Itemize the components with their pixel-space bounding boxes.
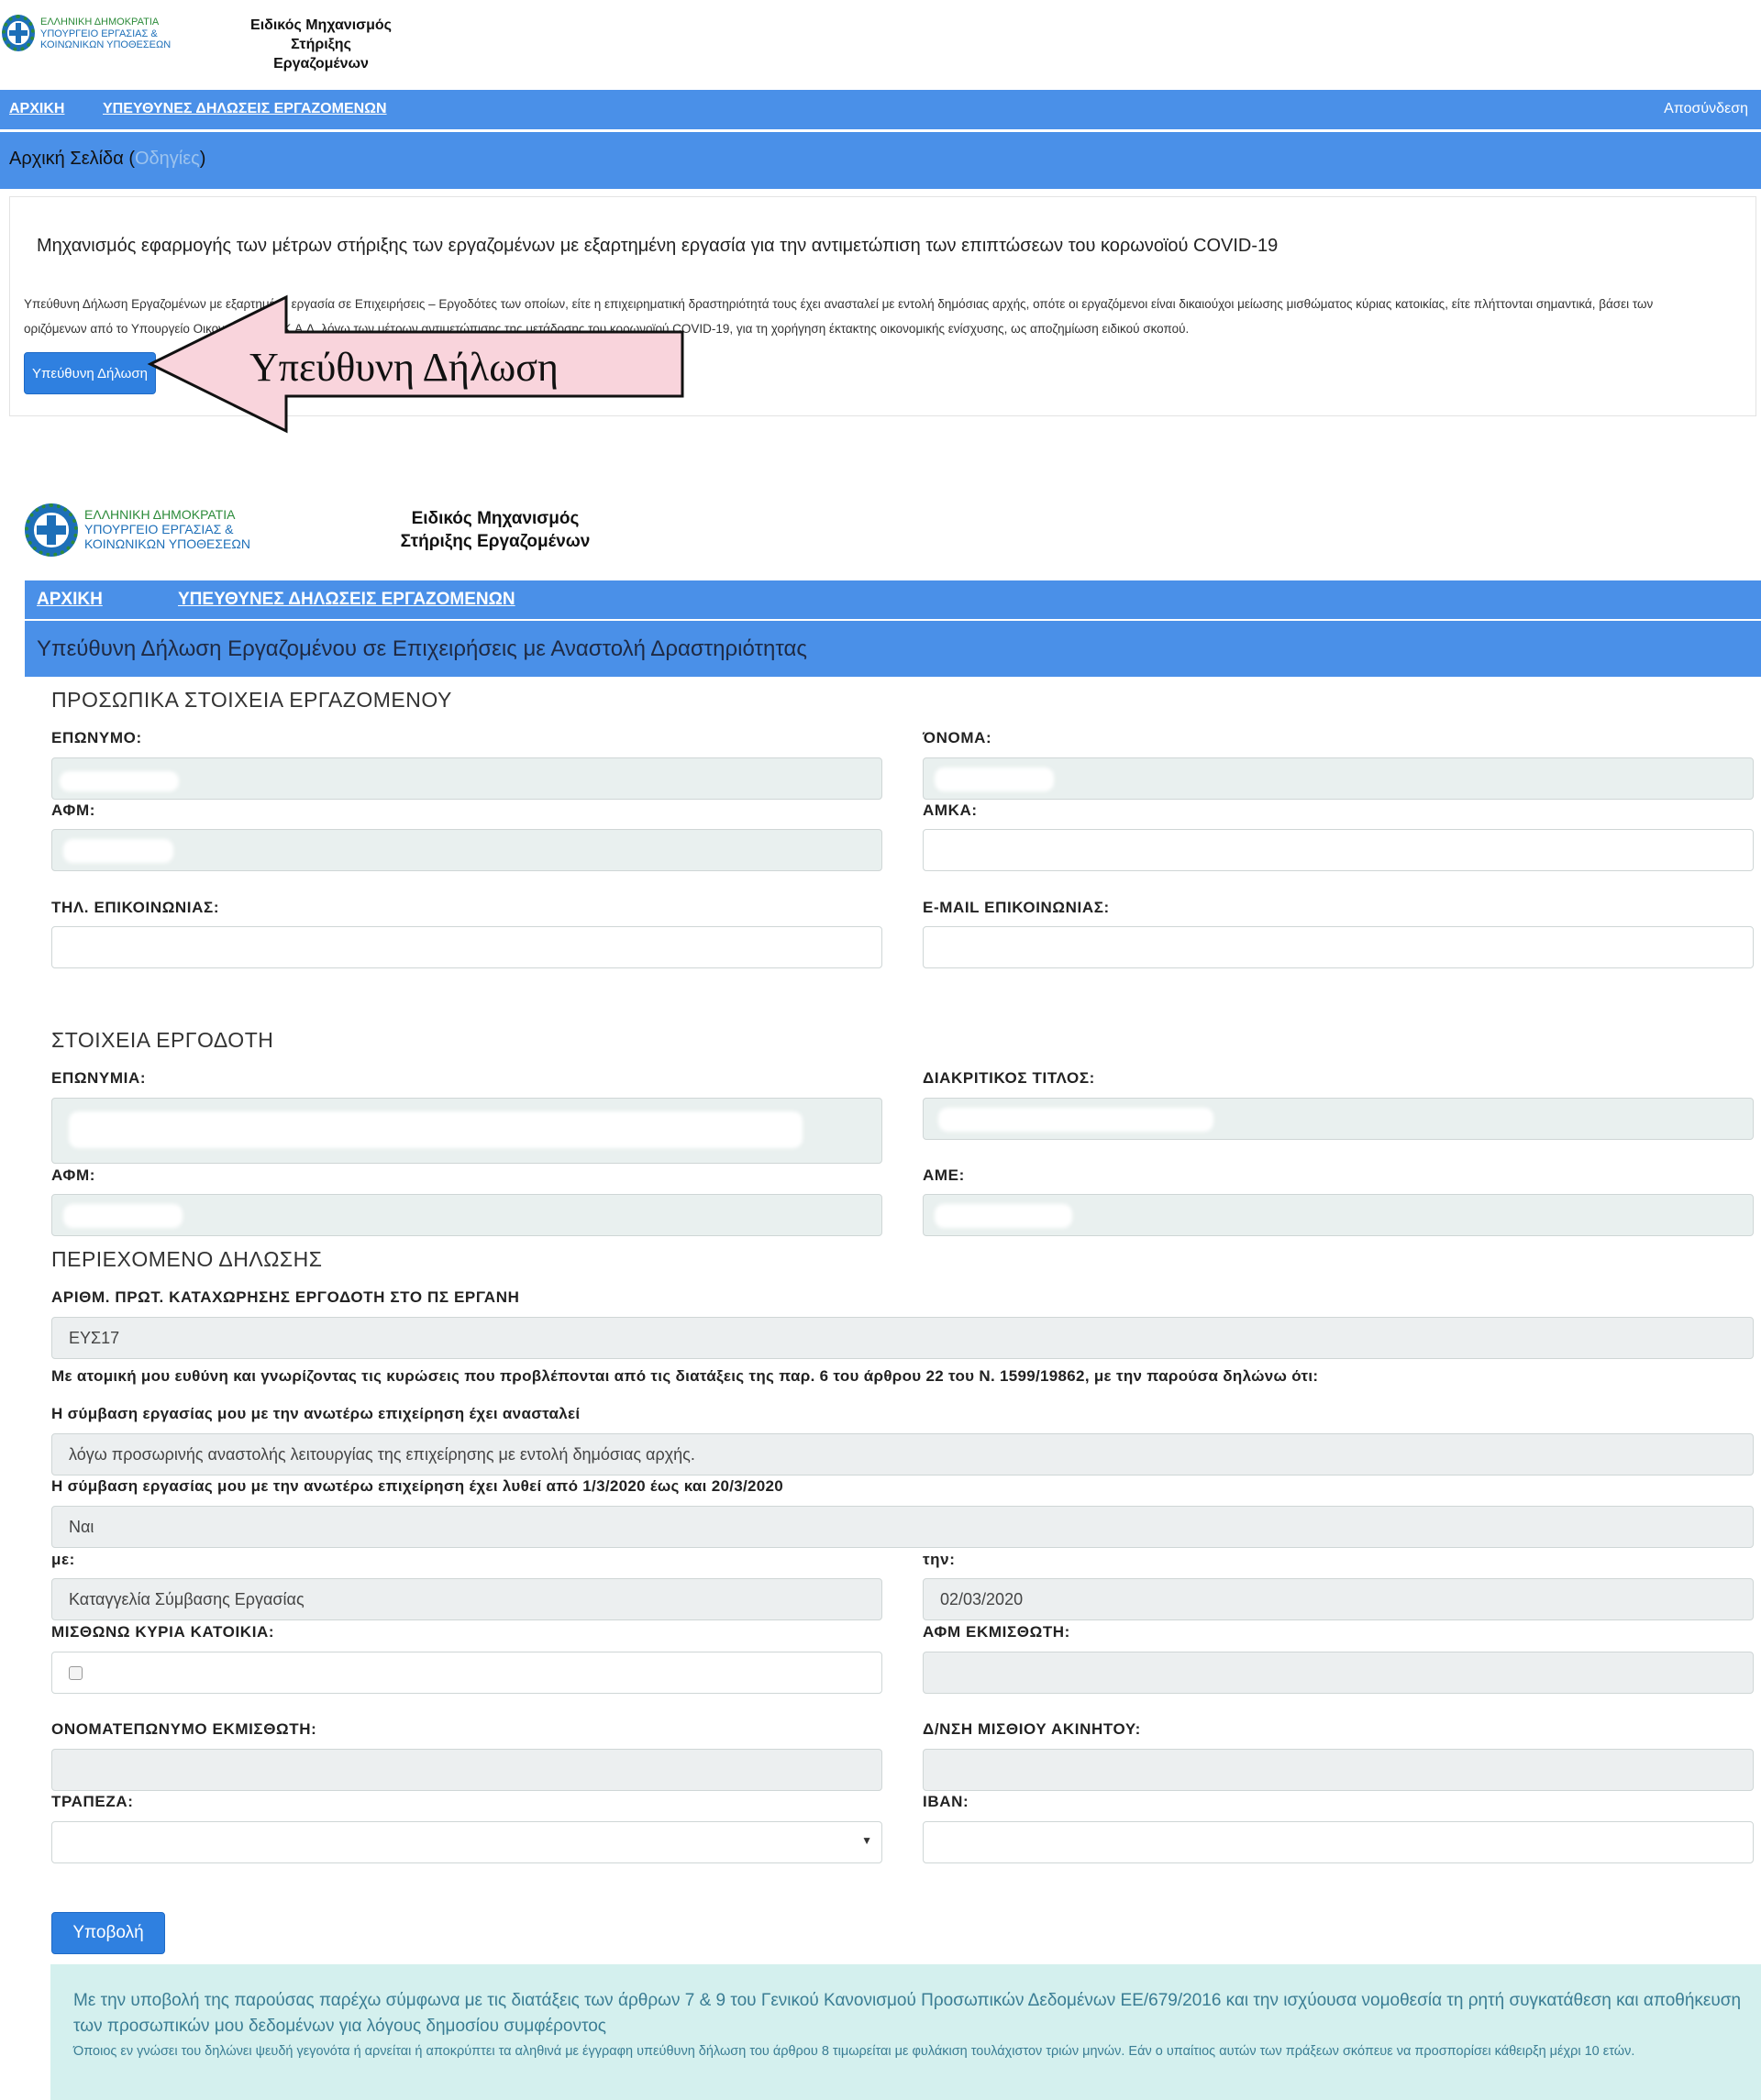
nav-declarations-link[interactable]: ΥΠΕΥΘΥΝΕΣ ΔΗΛΩΣΕΙΣ ΕΡΓΑΖΟΜΕΝΩΝ — [178, 590, 515, 609]
section-employer: ΣΤΟΙΧΕΙΑ ΕΡΓΟΔΟΤΗ — [51, 1028, 274, 1052]
landlord-name-label: ΟΝΟΜΑΤΕΠΩΝΥΜΟ ΕΚΜΙΣΘΩΤΗ: — [51, 1720, 317, 1738]
rent-checkbox-field — [51, 1652, 882, 1694]
property-address-label: Δ/ΝΣΗ ΜΙΣΘΙΟΥ ΑΚΙΝΗΤΟΥ: — [923, 1720, 1141, 1738]
employer-afm-label: ΑΦΜ: — [51, 1166, 95, 1184]
company-label: ΕΠΩΝΥΜΙΑ: — [51, 1069, 147, 1087]
page-subheader — [0, 132, 1761, 189]
termination-type-field[interactable]: Καταγγελία Σύμβασης Εργασίας — [51, 1578, 882, 1620]
email-field[interactable] — [923, 926, 1754, 968]
rent-label: ΜΙΣΘΩΝΩ ΚΥΡΙΑ ΚΑΤΟΙΚΙΑ: — [51, 1623, 275, 1641]
logout-link[interactable]: Αποσύνδεση — [1664, 101, 1748, 116]
form-title: Υπεύθυνη Δήλωση Εργαζομένου σε Επιχειρήσεις με Αναστολή Δραστηριότητας — [37, 636, 807, 661]
nav-declarations-link[interactable]: ΥΠΕΥΘΥΝΕΣ ΔΗΛΩΣΕΙΣ ΕΡΓΑΖΟΜΕΝΩΝ — [103, 101, 387, 116]
amka-label: ΑΜΚΑ: — [923, 801, 978, 819]
intro-description: Υπεύθυνη Δήλωση Εργαζομένων με εξαρτημένη εργασία σε Επιχειρήσεις – Εργοδότες των οποίων, είτε η επιχειρηματική δραστηριότητά τους έχει ανασταλεί με εντολή δημόσιας αρχής, οπότε οι εργαζόμενοι είναι δικαιούχοι μείωσης μισθώματος κύριας κατοικίας, είτε πλήττονται σημαντικά, βάσει των οριζόμενων από το Υπουργείο Οικονομικών με Κ.Α.Δ. λόγω των μέτρων αντιμετώπισης της μετάδοσης του κορωνοϊού COVID-19, για τη χορήγηση έκτακτης οικονομικής ενίσχυσης, ως αποζημίωση ειδικού σκοπού. — [24, 297, 1654, 336]
instructions-link[interactable]: Οδηγίες — [134, 149, 200, 169]
ame-field[interactable] — [923, 1194, 1754, 1236]
declaration-button[interactable]: Υπεύθυνη Δήλωση — [24, 352, 156, 394]
iban-field[interactable] — [923, 1821, 1754, 1863]
arrow-annotation-label: Υπεύθυνη Δήλωση — [249, 345, 559, 390]
page-title-close: ) — [199, 149, 206, 169]
intro-title: Μηχανισμός εφαρμογής των μέτρων στήριξης των εργαζομένων με εξαρτημένη εργασία για την αντιμετώπιση των επιπτώσεων του κορωνοϊού COVID-19 — [37, 236, 1279, 256]
afm-field[interactable] — [51, 829, 882, 871]
section-content: ΠΕΡΙΕΧΟΜΕΝΟ ΔΗΛΩΣΗΣ — [51, 1247, 323, 1271]
ame-label: ΑΜΕ: — [923, 1166, 965, 1184]
with-label: με: — [51, 1551, 75, 1568]
bank-label: ΤΡΑΠΕΖΑ: — [51, 1793, 134, 1810]
name-field[interactable] — [923, 757, 1754, 800]
section-personal: ΠΡΟΣΩΠΙΚΑ ΣΤΟΙΧΕΙΑ ΕΡΓΑΖΟΜΕΝΟΥ — [51, 688, 452, 712]
landlord-afm-label: ΑΦΜ ΕΚΜΙΣΘΩΤΗ: — [923, 1623, 1070, 1641]
trade-name-label: ΔΙΑΚΡΙΤΙΚΟΣ ΤΙΤΛΟΣ: — [923, 1069, 1095, 1087]
afm-label: ΑΦΜ: — [51, 801, 95, 819]
nav-home-link[interactable]: ΑΡΧΙΚΗ — [37, 590, 103, 609]
company-field[interactable] — [51, 1098, 882, 1164]
landlord-name-field[interactable] — [51, 1749, 882, 1791]
suspended-statement: Η σύμβαση εργασίας μου με την ανωτέρω επιχείρηση έχει ανασταλεί — [51, 1405, 581, 1422]
employer-afm-field[interactable] — [51, 1194, 882, 1236]
consent-text: Με την υποβολή της παρούσας παρέχω σύμφωνα με τις διατάξεις των άρθρων 7 & 9 του Γενικού Κανονισμού Προσωπικών Δεδομένων ΕΕ/679/2016 και την ισχύουσα νομοθεσία τη ρητή συγκατάθεση και αποθήκευση των προσωπικών μου δεδομένων για λόγους δημοσίου συμφέροντος — [73, 1991, 1742, 2036]
dropdown-caret-icon: ▼ — [861, 1834, 872, 1847]
amka-field[interactable] — [923, 829, 1754, 871]
page-title-text: Αρχική Σελίδα ( — [9, 149, 135, 169]
iban-label: IBAN: — [923, 1793, 969, 1810]
responsibility-statement: Με ατομική μου ευθύνη και γνωρίζοντας τις κυρώσεις που προβλέπονται από τις διατάξεις της παρ. 6 του άρθρου 22 του Ν. 1599/19862, με την παρούσα δηλώνω ότι: — [51, 1367, 1319, 1385]
checkbox-icon[interactable] — [69, 1666, 83, 1680]
nav-home-link[interactable]: ΑΡΧΙΚΗ — [9, 101, 65, 116]
surname-label: ΕΠΩΝΥΜΟ: — [51, 729, 142, 746]
page-title — [9, 149, 205, 170]
submit-button[interactable]: Υποβολή — [51, 1912, 165, 1954]
bank-select[interactable] — [51, 1821, 882, 1863]
greek-republic-emblem-icon — [25, 503, 78, 557]
phone-label: ΤΗΛ. ΕΠΙΚΟΙΝΩΝΙΑΣ: — [51, 899, 220, 916]
property-address-field[interactable] — [923, 1749, 1754, 1791]
penalty-notice: Όποιος εν γνώσει του δηλώνει ψευδή γεγονότα ή αρνείται ή αποκρύπτει τα αληθινά με έγγραφη υπεύθυνη δήλωση του άρθρου 8 τιμωρείται με φυλάκιση τουλάχιστον τριών μηνών. Εάν ο υπαίτιος αυτών των πράξεων σκόπευε να προσπορίσει κάθειρξη μέχρι 10 ετών. — [73, 2044, 1635, 2059]
suspended-reason-field[interactable]: λόγω προσωρινής αναστολής λειτουργίας της επιχείρησης με εντολή δημόσιας αρχής. — [51, 1433, 1754, 1476]
termination-date-field[interactable]: 02/03/2020 — [923, 1578, 1754, 1620]
site-title: Ειδικός Μηχανισμός Στήριξης Εργαζομένων — [400, 509, 591, 551]
surname-field[interactable] — [51, 757, 882, 800]
on-label: την: — [923, 1551, 956, 1568]
protocol-label: ΑΡΙΘΜ. ΠΡΩΤ. ΚΑΤΑΧΩΡΗΣΗΣ ΕΡΓΟΔΟΤΗ ΣΤΟ ΠΣ ΕΡΓΑΝΗ — [51, 1288, 520, 1306]
landlord-afm-field[interactable] — [923, 1652, 1754, 1694]
terminated-field[interactable]: Ναι — [51, 1506, 1754, 1548]
name-label: ΌΝΟΜΑ: — [923, 729, 992, 746]
site-title: Ειδικός Μηχανισμός Στήριξης Εργαζομένων — [250, 17, 392, 72]
phone-field[interactable] — [51, 926, 882, 968]
email-label: E-MAIL ΕΠΙΚΟΙΝΩΝΙΑΣ: — [923, 899, 1110, 916]
trade-name-field[interactable] — [923, 1098, 1754, 1140]
ministry-logo-text: ΕΛΛΗΝΙΚΗ ΔΗΜΟΚΡΑΤΙΑ ΥΠΟΥΡΓΕΙΟ ΕΡΓΑΣΙΑΣ & ΚΟΙΝΩΝΙΚΩΝ ΥΠΟΘΕΣΕΩΝ — [84, 507, 250, 552]
terminated-statement: Η σύμβαση εργασίας μου με την ανωτέρω επιχείρηση έχει λυθεί από 1/3/2020 έως και 20/3/2020 — [51, 1477, 784, 1495]
ministry-logo-text: ΕΛΛΗΝΙΚΗ ΔΗΜΟΚΡΑΤΙΑ ΥΠΟΥΡΓΕΙΟ ΕΡΓΑΣΙΑΣ & ΚΟΙΝΩΝΙΚΩΝ ΥΠΟΘΕΣΕΩΝ — [40, 17, 172, 51]
protocol-field[interactable]: ΕΥΣ17 — [51, 1317, 1754, 1359]
greek-republic-emblem-icon — [2, 15, 35, 51]
